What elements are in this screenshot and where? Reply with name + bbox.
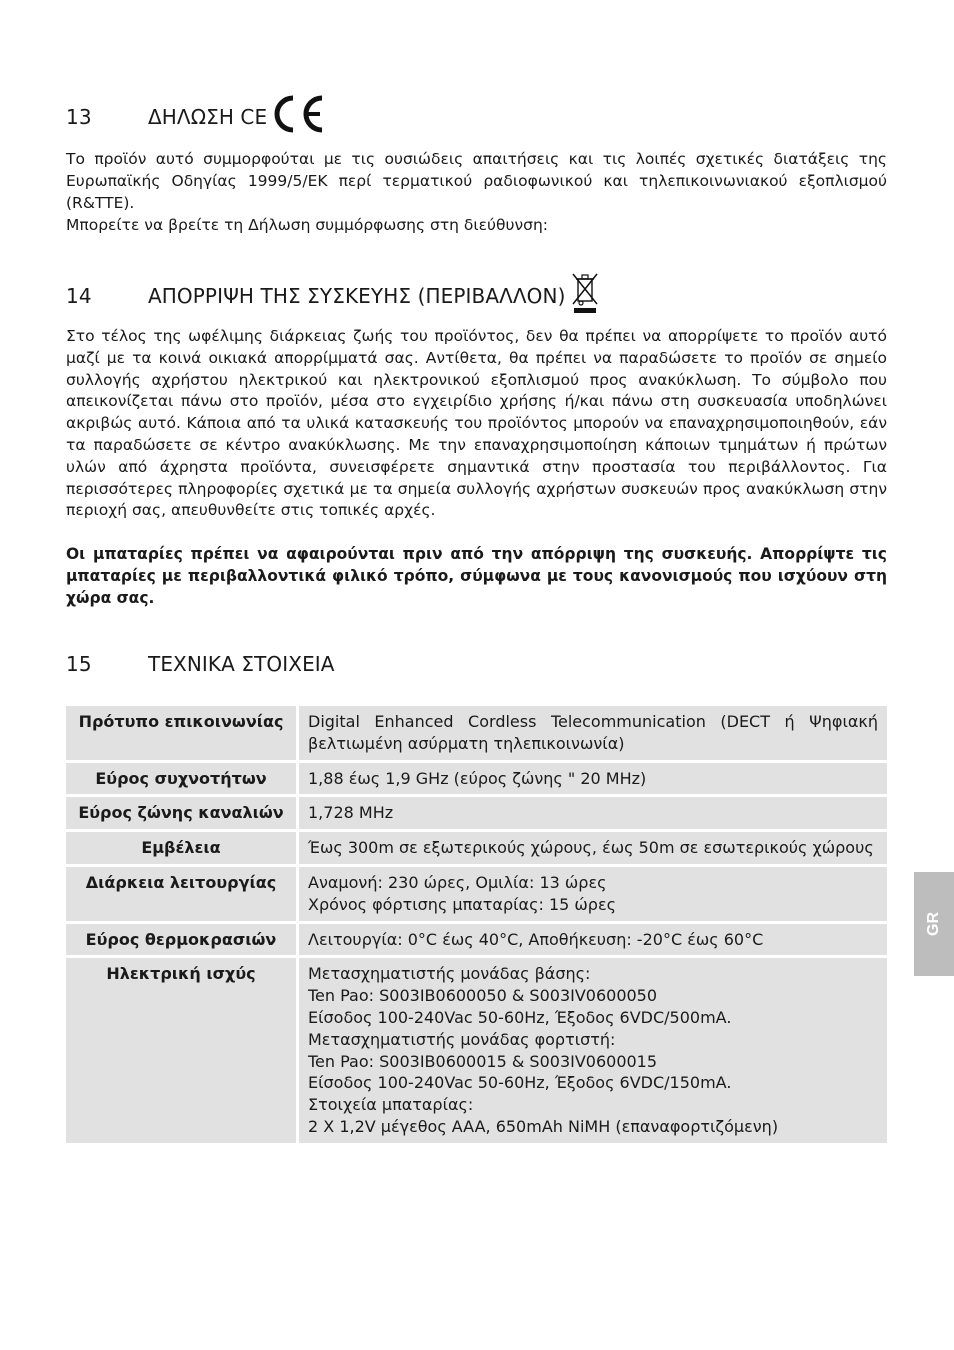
- spec-label: Εύρος συχνοτήτων: [66, 763, 299, 795]
- ce-address-paragraph: Μπορείτε να βρείτε τη Δήλωση συμμόρφωσης στη διεύθυνση:: [66, 216, 548, 234]
- ce-paragraph: Το προϊόν αυτό συμμορφούται με τις ουσιώδεις απαιτήσεις και τις λοιπές σχετικές διατάξεις της Ευρωπαϊκής Οδηγίας 1999/5/ΕΚ περί τερματικού ραδιοφωνικού και τηλεπικοινωνιακού εξοπλισμού (R&TTE).: [66, 150, 887, 212]
- spec-value: 1,728 MHz: [299, 797, 887, 829]
- spec-value: 1,88 έως 1,9 GHz (εύρος ζώνης " 20 MHz): [299, 763, 887, 795]
- spec-value: Μετασχηματιστής μονάδας βάσης: Ten Pao: S003IB0600050 & S003IV0600050 Είσοδος 100-240Vac 50-60Hz, Έξοδος 6VDC/500mA. Μετασχηματιστής μονάδας φορτιστή: Ten Pao: S003IB0600015 & S003IV0600015 Είσοδος 100-240Vac 50-60Hz, Έξοδος 6VDC/150mA. Στοιχεία μπαταρίας: 2 X 1,2V μέγεθος AAA, 650mAh NiMH (επαναφορτιζόμενη): [299, 958, 887, 1142]
- table-row: [66, 832, 887, 864]
- language-tab-label: GR: [925, 912, 942, 936]
- spec-label: Εύρος θερμοκρασιών: [66, 924, 299, 956]
- section-title: ΔΗΛΩΣΗ CE: [148, 104, 268, 129]
- section-number: 14: [66, 283, 92, 308]
- ce-mark-icon: [271, 94, 329, 139]
- spec-label: Εύρος ζώνης καναλιών: [66, 797, 299, 829]
- battery-warning-paragraph: Οι μπαταρίες πρέπει να αφαιρούνται πριν από την απόρριψη της συσκευής. Απορρίψτε τις μπαταρίες με περιβαλλοντικά φιλικό τρόπο, σύμφωνα με τους κανονισμούς που ισχύουν στη χώρα σας.: [66, 545, 887, 607]
- table-row: [66, 797, 887, 829]
- spec-label: Διάρκεια λειτουργίας: [66, 867, 299, 921]
- section-number: 13: [66, 104, 92, 129]
- specs-table: [66, 703, 887, 1146]
- table-row: [66, 867, 887, 921]
- language-tab: [914, 872, 954, 976]
- disposal-paragraph: Στο τέλος της ωφέλιμης διάρκειας ζωής του προϊόντος, δεν θα πρέπει να απορρίψετε το προϊόν αυτό μαζί με τα κοινά οικιακά απορρίμματά σας. Αντίθετα, θα πρέπει να παραδώσετε το προϊόν σε σημείο συλλογής αχρήστου ηλεκτρικού και ηλεκτρονικού εξοπλισμού προς ανακύκλωση. Το σύμβολο που απεικονίζεται πάνω στο προϊόν, μέσα στο εγχειρίδιο χρήσης ή/και πάνω στη συσκευασία υποδηλώνει ακριβώς αυτό. Κάποια από τα υλικά κατασκευής του προϊόντος μπορούν να επαναχρησιμοποιηθούν, εάν τα παραδώσετε σε κέντρο ανακύκλωσης. Με την επαναχρησιμοποίηση κάποιων τμημάτων ή πρώτων υλών από άχρηστα προϊόντα, συνεισφέρετε σημαντικά στην προστασία του περιβάλλοντος. Για περισσότερες πληροφορίες σχετικά με τα σημεία συλλογής αχρήστων συσκευών προς ανακύκλωση στην περιοχή σας, απευθυνθείτε στις τοπικές αρχές.: [66, 327, 887, 520]
- spec-label: Πρότυπο επικοινωνίας: [66, 706, 299, 760]
- section-13-heading: [66, 94, 329, 139]
- section-title: ΤΕΧΝΙΚΑ ΣΤΟΙΧΕΙΑ: [148, 652, 335, 676]
- section-number: 15: [66, 652, 92, 676]
- section-15-heading: [66, 652, 335, 676]
- table-row: [66, 706, 887, 760]
- spec-label: Εμβέλεια: [66, 832, 299, 864]
- spec-value: Έως 300m σε εξωτερικούς χώρους, έως 50m σε εσωτερικούς χώρους: [299, 832, 887, 864]
- spec-label: Ηλεκτρική ισχύς: [66, 958, 299, 1142]
- table-row: [66, 763, 887, 795]
- table-row: [66, 924, 887, 956]
- section-14-heading: [66, 272, 599, 319]
- spec-value: Λειτουργία: 0°C έως 40°C, Αποθήκευση: -20°C έως 60°C: [299, 924, 887, 956]
- crossed-out-bin-icon: [571, 272, 599, 319]
- spec-value: Digital Enhanced Cordless Telecommunication (DECT ή Ψηφιακή βελτιωμένη ασύρματη τηλεπικοινωνία): [299, 706, 887, 760]
- section-title: ΑΠΟΡΡΙΨΗ ΤΗΣ ΣΥΣΚΕΥΗΣ (ΠΕΡΙΒΑΛΛΟΝ): [148, 283, 566, 308]
- table-row: [66, 958, 887, 1142]
- spec-value: Αναμονή: 230 ώρες, Ομιλία: 13 ώρες Χρόνος φόρτισης μπαταρίας: 15 ώρες: [299, 867, 887, 921]
